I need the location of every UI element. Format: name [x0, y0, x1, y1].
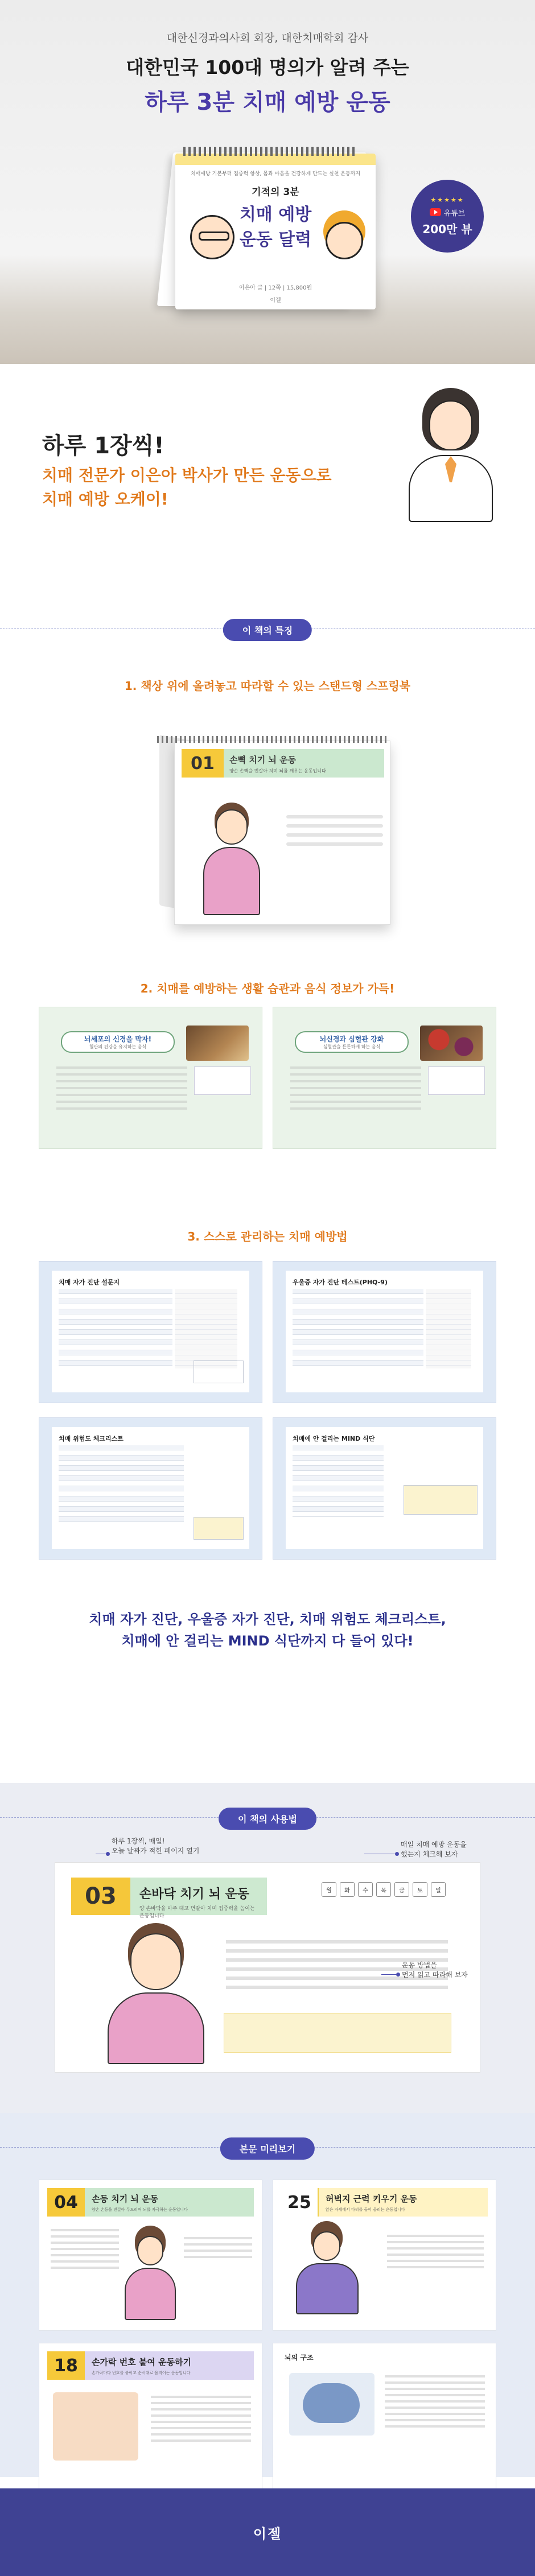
- weekday-checkbox[interactable]: 화: [340, 1882, 355, 1897]
- intro-line1: 치매 전문가 이은아 박사가 만든 운동으로: [42, 466, 332, 485]
- callout-instructions: [402, 1961, 468, 1980]
- habit-page-card: [39, 1007, 262, 1149]
- grandmother-illustration-icon: [326, 222, 363, 259]
- berries-photo-icon: [420, 1026, 483, 1061]
- stand-calendar-image: [142, 734, 393, 938]
- habit-page-side-note: [428, 1066, 485, 1095]
- habit-page-tab: [295, 1031, 409, 1053]
- calendar-cover-title-small: 기적의 3분: [252, 187, 299, 198]
- hero-title-line1: 대한민국 100대 명의가 알려 주는: [126, 56, 409, 78]
- weekday-checkbox[interactable]: 일: [431, 1882, 446, 1897]
- preview-brain-title: 뇌의 구조: [285, 2354, 314, 2362]
- clapping-woman-illustration-icon: [108, 1933, 204, 2064]
- spiral-binding-icon: [157, 736, 387, 743]
- exercising-woman-illustration-icon: [296, 2231, 359, 2317]
- callout-dot-icon: [395, 1852, 399, 1856]
- preview-page-titlebar: [85, 2351, 254, 2380]
- test-page-note: [194, 1517, 244, 1540]
- usage-pill: 이 책의 사용법: [219, 1808, 316, 1830]
- callout-weekday-check: [401, 1840, 467, 1860]
- weekday-checkbox[interactable]: 금: [394, 1882, 409, 1897]
- callout-instructions-line2: 먼저 읽고 따라해 보자: [402, 1971, 468, 1979]
- clapping-woman-illustration-icon: [203, 809, 260, 917]
- preview-page-desc: 앉은 자세에서 다리를 들어 올리는 운동입니다: [326, 2207, 405, 2212]
- preview-page-desc: 손가락마다 번호를 붙이고 순서대로 움직이는 운동입니다: [92, 2371, 191, 2375]
- callout-daily-page: [112, 1837, 199, 1856]
- callout-daily-line2: 오늘 날짜가 적힌 페이지 열기: [112, 1847, 200, 1855]
- grandfather-illustration-icon: [190, 215, 234, 259]
- preview-page-title: 허벅지 근력 키우기 운동: [326, 2194, 417, 2204]
- intro-line2: 치매 예방 오케이!: [42, 490, 168, 508]
- intro-headline: 하루 1장씩!: [42, 433, 164, 459]
- habit-page-text: [290, 1066, 421, 1114]
- stand-page-desc: 양손 손뼉을 번갈아 치며 뇌를 깨우는 운동입니다: [229, 768, 326, 774]
- weekday-checkbox[interactable]: 목: [376, 1882, 391, 1897]
- preview-page-titlebar: [85, 2188, 254, 2217]
- feature3-heading: 3. 스스로 관리하는 치매 예방법: [187, 1230, 348, 1243]
- calendar-product-image: [158, 147, 380, 315]
- preview-page-number: 18: [47, 2351, 85, 2380]
- stand-page-number: 01: [182, 749, 224, 778]
- test-page-title: 치매에 안 걸리는 MIND 식단: [293, 1435, 375, 1442]
- callout-daily-line1: 하루 1장씩, 매일!: [112, 1837, 165, 1845]
- youtube-label: 유튜브: [443, 209, 466, 218]
- preview-page-card: [273, 2343, 496, 2494]
- preview-page-number: 04: [47, 2188, 85, 2217]
- preview-pill: 본문 미리보기: [220, 2137, 315, 2160]
- calendar-publisher: 이젤: [270, 297, 281, 304]
- habit-page-side-note: [194, 1066, 251, 1095]
- usage-page-title: 손바닥 치기 뇌 운동: [139, 1887, 249, 1901]
- test-page-note: [194, 1361, 244, 1383]
- usage-page-number: 03: [71, 1878, 130, 1915]
- feature1-heading: 1. 책상 위에 올려놓고 따라할 수 있는 스탠드형 스프링북: [124, 679, 411, 693]
- test-page-table: [59, 1289, 172, 1366]
- stand-page-titlebar: [224, 749, 384, 778]
- intro-section: [0, 364, 535, 629]
- stand-page-title: 손뼉 치기 뇌 운동: [229, 755, 297, 765]
- preview-section: [0, 2113, 535, 2477]
- habit-page-text: [56, 1066, 187, 1114]
- habit-page-tab-sub: 혈관의 건강을 유지하는 음식: [89, 1044, 147, 1049]
- callout-weekday-line2: 했는지 체크해 보자: [401, 1850, 458, 1859]
- habit-page-card: [273, 1007, 496, 1149]
- preview-page-title: 손가락 번호 붙여 운동하기: [92, 2357, 192, 2367]
- calendar-cover-title-line1: 치매 예방: [239, 205, 312, 225]
- callout-dot-icon: [396, 1973, 400, 1977]
- hero-section: [0, 0, 535, 364]
- habit-page-tab-title: 뇌신경과 심혈관 강화: [319, 1035, 384, 1043]
- rating-stars: ★★★★★: [430, 196, 464, 204]
- test-page-title: 치매 자가 진단 설문지: [59, 1279, 120, 1286]
- usage-page-titlebar: [130, 1878, 267, 1919]
- callout-instructions-line1: 운동 방법을: [402, 1961, 437, 1969]
- preview-page-card: [39, 2180, 262, 2331]
- stand-page-instructions: [286, 815, 383, 851]
- youtube-views-badge: [411, 180, 484, 253]
- features-section: [0, 625, 535, 1783]
- youtube-icon: [430, 208, 441, 216]
- preview-page-card: [273, 2180, 496, 2331]
- calendar-cover-title-line2: 운동 달력: [239, 230, 312, 250]
- features-summary-line2: 치매에 안 걸리는 MIND 식단까지 다 들어 있다!: [121, 1633, 414, 1649]
- test-page-table: [59, 1445, 184, 1522]
- publisher-logo: 이젤: [253, 2525, 282, 2542]
- weekday-checkboxes: [322, 1882, 446, 1897]
- views-count: 200만 뷰: [422, 222, 472, 236]
- test-page-card: [273, 1417, 496, 1560]
- hands-illustration-icon: [53, 2392, 138, 2461]
- youtube-row: [430, 207, 466, 218]
- preview-page-card: [39, 2343, 262, 2494]
- habit-page-tab-sub: 심혈관을 튼튼하게 하는 음식: [323, 1044, 381, 1049]
- food-photo-icon: [186, 1026, 249, 1061]
- weekday-checkbox[interactable]: 월: [322, 1882, 336, 1897]
- test-page-card: [39, 1417, 262, 1560]
- callout-weekday-line1: 매일 치매 예방 운동을: [401, 1841, 467, 1849]
- preview-page-number: 25: [281, 2188, 319, 2217]
- usage-page-desc: 양 손바닥을 마주 대고 번갈아 치며 집중력을 높이는 운동입니다: [139, 1906, 255, 1919]
- test-page-title: 우울증 자가 진단 테스트(PHQ-9): [293, 1279, 388, 1286]
- preview-page-title: 손등 치기 뇌 운동: [92, 2194, 159, 2204]
- usage-section: [0, 1783, 535, 2113]
- weekday-checkbox[interactable]: 토: [413, 1882, 427, 1897]
- hero-title-line2: 하루 3분 치매 예방 운동: [145, 89, 390, 115]
- calendar-cover: [175, 154, 376, 309]
- habit-page-tab-title: 뇌세포의 신경을 막자!: [84, 1035, 152, 1043]
- spiral-binding-icon: [183, 147, 355, 156]
- test-page-card: [39, 1261, 262, 1403]
- stand-page: [174, 741, 390, 925]
- hero-subtitle: 대한신경과의사회 회장, 대한치매학회 감사: [166, 32, 369, 44]
- habit-page-tab: [61, 1031, 175, 1053]
- test-page-table: [293, 1289, 423, 1366]
- feature2-heading: 2. 치매를 예방하는 생활 습관과 음식 정보가 가득!: [140, 982, 395, 995]
- usage-page-tip-box: [224, 2013, 451, 2053]
- preview-page-titlebar: [319, 2188, 488, 2217]
- publisher-footer: [0, 2488, 535, 2576]
- test-page-title: 치매 위험도 체크리스트: [59, 1435, 124, 1442]
- test-page-note: [404, 1485, 478, 1515]
- features-summary-line1: 치매 자가 진단, 우울증 자가 진단, 치매 위험도 체크리스트,: [89, 1611, 446, 1627]
- preview-page-desc: 양손 손등을 번갈아 두드리며 뇌를 자극하는 운동입니다: [92, 2207, 188, 2212]
- weekday-checkbox[interactable]: 수: [358, 1882, 373, 1897]
- features-pill: 이 책의 특징: [223, 619, 312, 641]
- woman-illustration-icon: [125, 2236, 176, 2321]
- doctor-illustration-icon: [405, 388, 496, 522]
- calendar-cover-desc: 치매예방 기본부터 집중력 향상, 몸과 마음을 건강하게 만드는 실천 운동까지: [190, 171, 361, 177]
- test-page-checklist: [293, 1445, 384, 1517]
- test-page-card: [273, 1261, 496, 1403]
- calendar-author: 이은아 글 | 12쪽 | 15,800원: [238, 285, 312, 291]
- brain-illustration-icon: [289, 2373, 374, 2436]
